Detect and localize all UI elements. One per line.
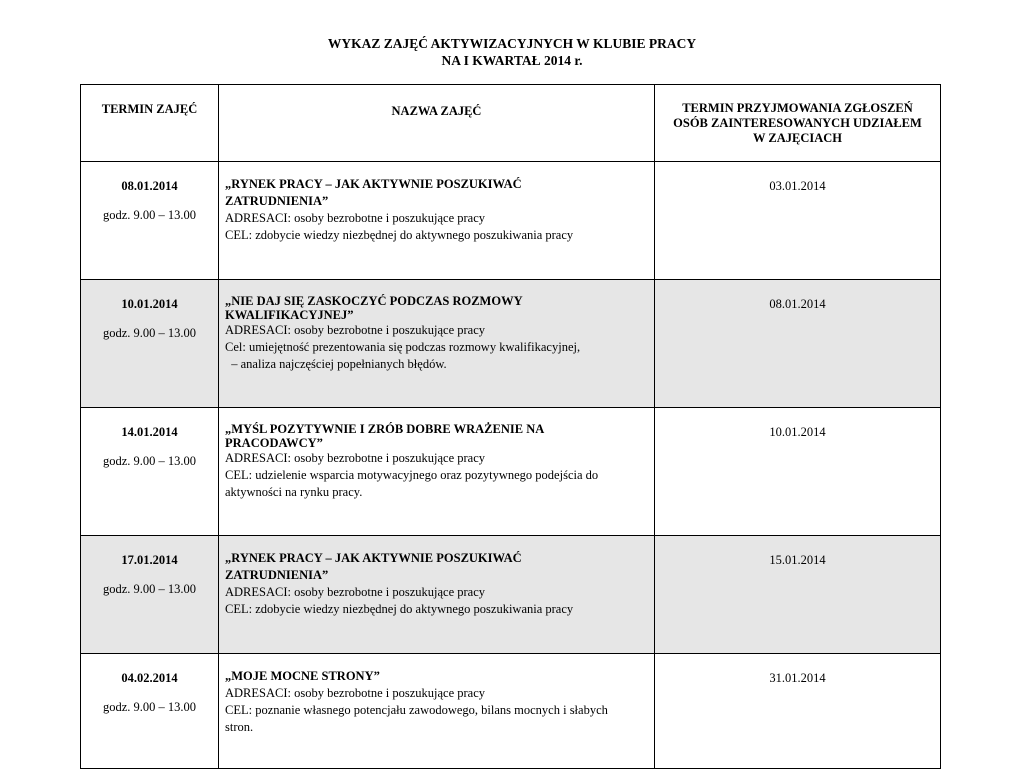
header-deadline bbox=[655, 85, 941, 162]
session-hours: godz. 9.00 – 13.00 bbox=[102, 326, 197, 340]
application-deadline: 03.01.2014 bbox=[769, 179, 826, 193]
session-title-line-1: „MOJE MOCNE STRONY” bbox=[225, 669, 380, 683]
session-title-line-1: „RYNEK PRACY – JAK AKTYWNIE POSZUKIWAĆ bbox=[225, 177, 522, 191]
application-deadline: 31.01.2014 bbox=[769, 671, 826, 685]
application-deadline: 15.01.2014 bbox=[769, 553, 826, 567]
header-name: NAZWA ZAJĘĆ bbox=[219, 85, 655, 162]
session-goal-line-1: CEL: udzielenie wsparcia motywacyjnego oraz pozytywnego podejścia do bbox=[225, 468, 599, 482]
session-addressees: ADRESACI: osoby bezrobotne i poszukujące pracy bbox=[225, 451, 486, 465]
session-goal-line-1: CEL: poznanie własnego potencjału zawodowego, bilans mocnych i słabych bbox=[225, 703, 608, 717]
header-deadline-line-1: TERMIN PRZYJMOWANIA ZGŁOSZEŃ bbox=[682, 101, 913, 115]
table-header-row bbox=[81, 85, 941, 162]
document-title-line-1: WYKAZ ZAJĘĆ AKTYWIZACYJNYCH W KLUBIE PRACY bbox=[327, 36, 697, 51]
document-title-line-2: NA I KWARTAŁ 2014 r. bbox=[441, 53, 583, 68]
session-date: 17.01.2014 bbox=[121, 553, 178, 567]
term-cell bbox=[81, 654, 219, 769]
session-title-line-2: ZATRUDNIENIA” bbox=[225, 194, 329, 208]
session-goal-line-2: stron. bbox=[225, 720, 254, 734]
deadline-cell bbox=[655, 280, 941, 408]
table-row bbox=[81, 280, 941, 408]
session-title-line-2: KWALIFIKACYJNEJ” bbox=[225, 308, 354, 322]
name-cell bbox=[219, 654, 655, 769]
session-goal-line-1: CEL: zdobycie wiedzy niezbędnej do aktywnego poszukiwania pracy bbox=[225, 228, 574, 242]
table-row bbox=[81, 654, 941, 769]
application-deadline: 08.01.2014 bbox=[769, 297, 826, 311]
session-addressees: ADRESACI: osoby bezrobotne i poszukujące pracy bbox=[225, 585, 486, 599]
table-row bbox=[81, 408, 941, 536]
header-deadline-line-2: OSÓB ZAINTERESOWANYCH UDZIAŁEM bbox=[673, 116, 922, 130]
session-addressees: ADRESACI: osoby bezrobotne i poszukujące pracy bbox=[225, 211, 486, 225]
name-cell bbox=[219, 536, 655, 654]
session-addressees: ADRESACI: osoby bezrobotne i poszukujące pracy bbox=[225, 323, 486, 337]
header-deadline-line-3: W ZAJĘCIACH bbox=[752, 131, 843, 145]
session-title-line-2: ZATRUDNIENIA” bbox=[225, 568, 329, 582]
deadline-cell bbox=[655, 654, 941, 769]
session-date: 04.02.2014 bbox=[121, 671, 178, 685]
term-cell bbox=[81, 408, 219, 536]
name-cell bbox=[219, 280, 655, 408]
term-cell bbox=[81, 536, 219, 654]
session-title-line-1: „NIE DAJ SIĘ ZASKOCZYĆ PODCZAS ROZMOWY bbox=[225, 294, 523, 308]
session-goal-line-1: CEL: zdobycie wiedzy niezbędnej do aktywnego poszukiwania pracy bbox=[225, 602, 574, 616]
header-term: TERMIN ZAJĘĆ bbox=[81, 85, 219, 162]
session-title-line-1: „MYŚL POZYTYWNIE I ZRÓB DOBRE WRAŻENIE NA bbox=[225, 422, 545, 436]
session-hours: godz. 9.00 – 13.00 bbox=[102, 582, 197, 596]
term-cell bbox=[81, 280, 219, 408]
application-deadline: 10.01.2014 bbox=[769, 425, 826, 439]
name-cell bbox=[219, 408, 655, 536]
name-cell bbox=[219, 162, 655, 280]
session-addressees: ADRESACI: osoby bezrobotne i poszukujące pracy bbox=[225, 686, 486, 700]
deadline-cell bbox=[655, 536, 941, 654]
session-date: 08.01.2014 bbox=[121, 179, 178, 193]
table-row bbox=[81, 536, 941, 654]
session-title-line-1: „RYNEK PRACY – JAK AKTYWNIE POSZUKIWAĆ bbox=[225, 551, 522, 565]
session-title-line-2: PRACODAWCY” bbox=[225, 436, 323, 450]
session-goal-line-2: aktywności na rynku pracy. bbox=[225, 485, 363, 499]
deadline-cell bbox=[655, 408, 941, 536]
session-hours: godz. 9.00 – 13.00 bbox=[102, 700, 197, 714]
session-date: 14.01.2014 bbox=[121, 425, 178, 439]
table-row bbox=[81, 162, 941, 280]
session-goal-line-2: – analiza najczęściej popełnianych błędów. bbox=[225, 357, 447, 371]
session-hours: godz. 9.00 – 13.00 bbox=[102, 208, 197, 222]
deadline-cell bbox=[655, 162, 941, 280]
session-hours: godz. 9.00 – 13.00 bbox=[102, 454, 197, 468]
activities-table bbox=[80, 84, 941, 769]
term-cell bbox=[81, 162, 219, 280]
session-goal-line-1: Cel: umiejętność prezentowania się podczas rozmowy kwalifikacyjnej, bbox=[225, 340, 581, 354]
session-date: 10.01.2014 bbox=[121, 297, 178, 311]
